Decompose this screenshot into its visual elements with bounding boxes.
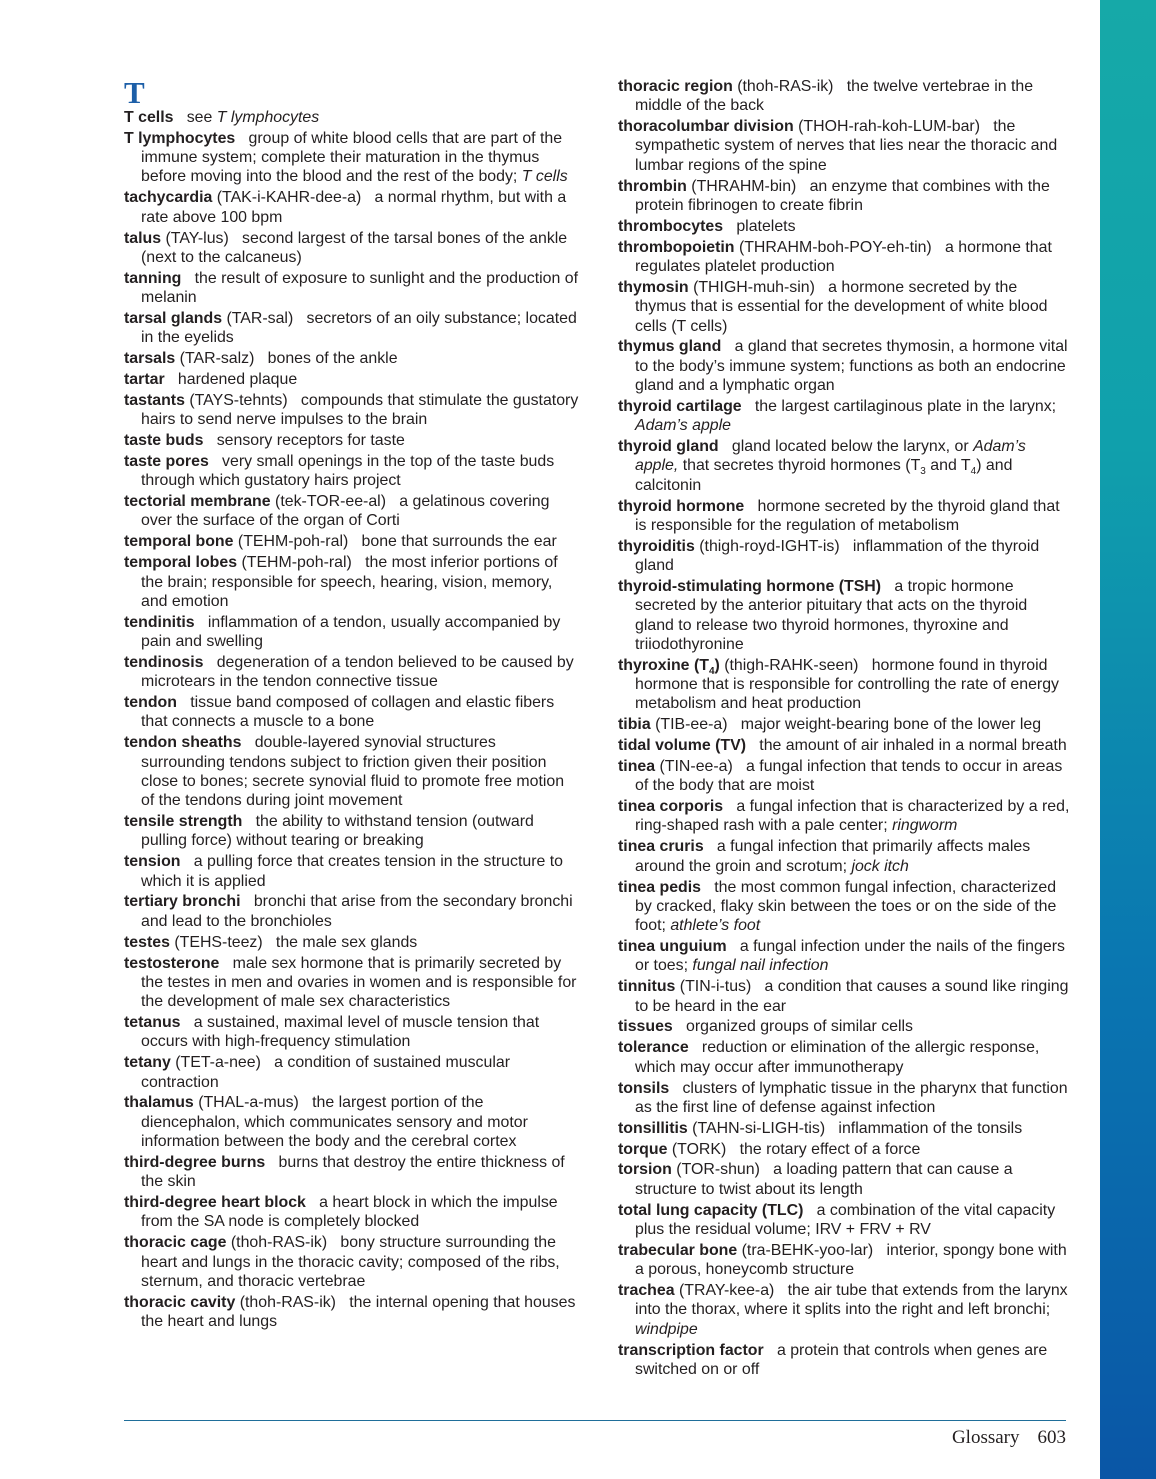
entry-term: tonsils [618,1079,670,1097]
entry-definition-text: major weight-bearing bone of the lower leg [740,716,1042,734]
glossary-entry [618,1079,1070,1118]
entry-term: thyroid gland [618,438,719,456]
entry-definition-text: an enzyme that combines with the protein fibrinogen to create fibrin [635,177,1050,214]
footer-section: Glossary [951,1427,1020,1448]
entry-term-text: thyroxine (T [618,656,709,674]
entry-term: thymus gland [618,338,722,356]
entry-definition-text: the male sex glands [275,933,418,951]
glossary-entry [618,537,1070,576]
glossary-entry [618,1341,1070,1380]
entry-definition-text: compounds that stimulate the gustatory hairs to send nerve impulses to the brain [141,391,579,429]
entry-term: tectorial membrane [124,493,271,511]
glossary-entry [124,391,579,430]
entry-definition-text: inflammation of the thyroid gland [635,537,1040,575]
entry-term: thyroid hormone [618,497,745,515]
glossary-entry [124,370,579,389]
color-sidebar [1100,0,1156,1479]
entry-term [618,656,724,677]
entry-definition-text: a hormone that regulates platelet production [635,238,1052,276]
entry-definition-text: the result of exposure to sunlight and the production of melanin [141,269,579,307]
glossary-entry [124,129,579,187]
entry-pronunciation: (THRAHM-boh-POY-eh-tin) [738,238,932,256]
entry-term: thoracic region [618,78,733,95]
glossary-entry [618,497,1070,536]
entry-pronunciation: (thoh-RAS-ik) [230,1234,328,1252]
entry-definition-text: a condition of sustained muscular contraction [141,1054,510,1091]
entry-definition-text: reduction or elimination of the allergic response, which may occur after immunotherapy [635,1039,1040,1076]
glossary-entry [618,437,1070,495]
entry-definition-text: a heart block in which the impulse from the SA node is completely blocked [141,1194,558,1231]
glossary-entry [618,715,1070,734]
glossary-entry [124,229,579,268]
entry-pronunciation: (TIB-ee-a) [655,716,728,734]
entry-pronunciation: (TEHM-poh-ral) [241,554,352,572]
section-letter: T [124,75,145,110]
glossary-entry [124,954,579,1012]
entry-pronunciation: (THRAHM-bin) [691,177,797,195]
entry-definition [635,1080,1068,1116]
entry-term: third-degree heart block [124,1194,306,1212]
glossary-entry [618,1140,1070,1159]
entry-definition-text: hormone secreted by the thyroid gland that is responsible for the regulation of metabolism [635,497,1060,534]
entry-definition-text: a pulling force that creates tension in the structure to which it is applied [141,853,563,890]
entry-definition-text: a fungal infection that is characterized by a red, ring-shaped rash with a pale center; [635,798,1070,835]
entry-definition [268,350,398,367]
glossary-entry [124,349,579,368]
page-footer [952,1427,1066,1449]
entry-definition-text: the twelve vertebrae in the middle of the back [635,78,1034,115]
entry-subscript: 3 [920,466,926,478]
glossary-entry [618,278,1070,336]
entry-term: tetanus [124,1014,181,1032]
entry-term: tarsal glands [124,309,223,327]
entry-definition-text: group of white blood cells that are part of the immune system; complete their maturation in the thymus before moving into the blood and the rest of the body; [141,129,563,186]
entry-definition-text: the largest portion of the diencephalon, which communicates sensory and motor information between the body and the cerebral cortex [141,1094,528,1150]
entry-definition [141,270,578,306]
entry-pronunciation: (THOH-rah-koh-LUM-bar) [798,118,981,136]
entry-term: thoracic cavity [124,1293,236,1311]
entry-definition-text: a gland that secretes thymosin, a hormone vital to the body’s immune system; functions as both an endocrine gland and a lymphatic organ [635,338,1068,395]
page-number: 603 [1037,1427,1066,1448]
glossary-column-left [124,75,579,1333]
glossary-entry [124,812,579,851]
entry-definition-text: gland located below the larynx, or [731,438,969,456]
entry-term: thyroid cartilage [618,397,742,415]
entry-definition [740,1141,921,1158]
glossary-entry [124,613,579,652]
entry-pronunciation: (TRAY-kee-a) [678,1282,775,1300]
entry-pronunciation: (THAL-a-mus) [198,1094,299,1112]
entry-term: tartar [124,371,165,389]
entry-pronunciation: (TEHM-poh-ral) [237,533,349,551]
entry-term: tinnitus [618,978,676,996]
entry-pronunciation: (TAHN-si-LIGH-tis) [692,1119,826,1137]
entry-term: tinea unguium [618,938,727,956]
entry-synonym: fungal nail infection [692,957,829,975]
entry-definition-text: see [186,109,213,126]
entry-term: thrombopoietin [618,238,735,256]
glossary-entry [124,1193,579,1232]
entry-term: trabecular bone [618,1241,738,1259]
entry-term: thymosin [618,278,689,296]
entry-term: temporal lobes [124,554,238,572]
glossary-entry [618,1281,1070,1339]
entry-definition-text: inflammation of the tonsils [838,1119,1023,1137]
glossary-entry [618,1241,1070,1280]
entry-definition-text: bony structure surrounding the heart and lungs in the thoracic cavity; composed of the ribs, sternum, and thoracic vertebrae [141,1234,560,1290]
entry-definition-text: the rotary effect of a force [739,1140,921,1158]
entry-definition-text: a protein that controls when genes are switched on or off [635,1341,1048,1378]
entry-synonym: T cells [521,168,568,186]
glossary-entry [618,337,1070,395]
glossary-entry [618,1038,1070,1077]
entry-definition-text: the most inferior portions of the brain; responsible for speech, hearing, vision, memory, and emotion [141,554,558,610]
entry-definition-text: a hormone secreted by the thymus that is essential for the development of white blood cells (T cells) [635,278,1048,335]
entry-synonym: windpipe [635,1320,698,1338]
entry-term: tonsillitis [618,1119,688,1137]
entry-term: trachea [618,1282,675,1300]
entry-term: temporal bone [124,533,234,551]
entry-definition-text: a condition that causes a sound like ringing to be heard in the ear [635,978,1069,1015]
entry-pronunciation: (TAR-salz) [179,350,255,368]
entry-definition-text: the ability to withstand tension (outward pulling force) without tearing or breaking [141,813,534,850]
glossary-column-right [618,77,1070,1381]
entry-definition-text: the internal opening that houses the heart and lungs [141,1293,576,1331]
entry-definition [141,1014,539,1050]
entry-pronunciation: (tra-BEHK-yoo-lar) [741,1241,874,1259]
entry-definition-text: secretors of an oily substance; located in the eyelids [141,309,577,347]
glossary-entry [618,577,1070,654]
entry-definition-text: organized groups of similar cells [686,1018,914,1036]
glossary-entry [124,452,579,491]
entry-definition [686,1018,913,1035]
entry-definition [141,694,554,730]
entry-term: tinea cruris [618,838,704,856]
entry-term: taste pores [124,452,209,470]
entry-term: taste buds [124,432,204,450]
entry-synonym: jock itch [851,857,909,875]
entry-term: tensile strength [124,813,243,831]
glossary-entry [124,553,579,611]
entry-term: tendon sheaths [124,734,242,752]
entry-definition [736,218,795,235]
entry-definition-text: a tropic hormone secreted by the anterior pituitary that acts on the thyroid gland to release two thyroid hormones, thyroxine and triiodothyronine [635,577,1028,653]
entry-definition-cont: and T [925,457,971,475]
entry-definition-text: a sustained, maximal level of muscle tension that occurs with high-frequency stimulation [141,1014,540,1051]
glossary-entry [618,1160,1070,1199]
glossary-entry [618,238,1070,277]
entry-term: tinea [618,758,656,775]
entry-definition [276,934,417,951]
entry-definition-text: a fungal infection that primarily affects males around the groin and scrotum; [635,838,1031,875]
entry-definition [178,371,297,388]
glossary-entry [618,837,1070,876]
glossary-entry [618,117,1070,175]
glossary-entry [618,1017,1070,1036]
entry-term: tension [124,853,181,871]
entry-term: total lung capacity (TLC) [618,1201,804,1219]
entry-definition-cont: that secretes thyroid hormones (T [682,457,921,475]
glossary-entry [124,733,579,810]
entry-definition-text: the amount of air inhaled in a normal breath [759,737,1067,755]
glossary-entry [124,852,579,891]
glossary-entry [618,656,1070,714]
entry-definition-text: a combination of the vital capacity plus the residual volume; IRV + FRV + RV [635,1201,1056,1238]
entry-pronunciation: (thigh-RAHK-seen) [724,656,859,674]
entry-term: tibia [618,716,651,734]
entry-definition-text: inflammation of a tendon, usually accompanied by pain and swelling [141,613,561,651]
glossary-entry [618,977,1070,1016]
entry-term: thoracic cage [124,1234,227,1252]
entry-term: thrombocytes [618,217,724,235]
entry-term: torsion [618,1161,672,1179]
entry-definition-text: degeneration of a tendon believed to be caused by microtears in the tendon connective tissue [141,653,574,691]
entry-definition [141,853,563,889]
entry-definition-text: male sex hormone that is primarily secreted by the testes in men and ovaries in women and is responsible for the development of male sex characteristics [141,954,577,1011]
entry-term: tendinitis [124,613,195,631]
entry-term: thyroid-stimulating hormone (TSH) [618,577,882,595]
entry-definition-text: the air tube that extends from the larynx into the thorax, where it splits into the right and left bronchi; [635,1282,1068,1319]
entry-definition [759,737,1066,754]
entry-definition-text: tissue band composed of collagen and elastic fibers that connects a muscle to a bone [141,694,555,731]
entry-term: tertiary bronchi [124,893,241,911]
entry-synonym: athlete’s foot [670,917,761,935]
glossary-entry [124,1153,579,1192]
entry-definition-text: bronchi that arise from the secondary bronchi and lead to the bronchioles [141,893,573,930]
glossary-entry [124,431,579,450]
entry-definition-text: second largest of the tarsal bones of the ankle (next to the calcaneus) [141,229,568,266]
entry-definition-text: hardened plaque [177,371,298,389]
entry-definition-text: a fungal infection that tends to occur in areas of the body that are moist [635,758,1063,795]
entry-synonym: T lymphocytes [216,109,320,126]
entry-term-subscript: 4 [708,665,715,677]
entry-definition [187,109,319,126]
entry-pronunciation: (TAY-lus) [165,229,229,247]
entry-definition-text: very small openings in the top of the taste buds through which gustatory hairs project [141,452,555,490]
entry-pronunciation: (thoh-RAS-ik) [737,78,834,95]
entry-pronunciation: (thigh-royd-IGHT-is) [699,537,840,555]
entry-subscript: 4 [970,466,977,478]
entry-pronunciation: (tek-TOR-ee-al) [275,493,386,511]
glossary-entry [124,693,579,732]
glossary-entry [124,1093,579,1151]
entry-synonym: Adam’s apple [635,417,731,435]
glossary-entry [618,878,1070,936]
entry-definition-text: clusters of lymphatic tissue in the pharynx that function as the first line of defense against infection [635,1079,1068,1116]
entry-pronunciation: (THIGH-muh-sin) [693,278,815,296]
entry-term: tanning [124,269,182,287]
entry-term: talus [124,229,162,247]
entry-term: third-degree burns [124,1153,266,1171]
entry-list-left [124,108,579,1331]
glossary-entry [124,309,579,348]
entry-definition-text: bones of the ankle [267,350,398,368]
entry-definition [362,533,557,550]
entry-term: testosterone [124,954,220,972]
glossary-entry [618,937,1070,976]
entry-term: tolerance [618,1039,689,1057]
glossary-entry [124,269,579,308]
entry-definition [838,1120,1022,1137]
entry-term: tidal volume (TV) [618,737,747,755]
entry-pronunciation: (TIN-i-tus) [679,978,752,996]
entry-pronunciation: (TOR-shun) [676,1161,760,1179]
entry-definition-text: bone that surrounds the ear [361,533,557,551]
entry-term: tetany [124,1054,171,1072]
glossary-entry [124,492,579,531]
glossary-entry [124,892,579,931]
glossary-entry [124,1013,579,1052]
glossary-entry [618,1119,1070,1138]
entry-term: testes [124,933,170,951]
glossary-entry [124,108,579,127]
entry-term: tendinosis [124,653,204,671]
entry-definition-text: burns that destroy the entire thickness of the skin [141,1153,565,1191]
entry-pronunciation: (TEHS-teez) [174,933,263,951]
entry-synonym: ringworm [892,817,958,835]
entry-term-end: ) [714,656,720,674]
glossary-entry [124,1233,579,1291]
entry-term: thrombin [618,177,687,195]
entry-definition-cont: ) and calcitonin [635,457,1013,494]
entry-pronunciation: (TAR-sal) [226,309,294,327]
entry-pronunciation: (TAK-i-KAHR-dee-a) [216,189,362,207]
entry-pronunciation: (thoh-RAS-ik) [239,1293,336,1311]
entry-definition-text: the largest cartilaginous plate in the larynx; [754,397,1057,415]
glossary-entry [124,933,579,952]
entry-definition [217,432,405,449]
entry-definition-text: double-layered synovial structures surrounding tendons subject to friction given their position close to bones; secrete synovial fluid to promote free motion of the tendons during joint movement [141,734,565,810]
entry-term: tendon [124,694,177,712]
glossary-entry [618,77,1070,116]
glossary-entry [618,757,1070,796]
entry-term: tissues [618,1018,673,1036]
glossary-entry [124,532,579,551]
entry-term: thalamus [124,1094,194,1112]
entry-term: tinea pedis [618,878,702,896]
glossary-entry [124,1293,579,1332]
entry-pronunciation: (TET-a-nee) [175,1054,261,1072]
entry-term: tinea corporis [618,798,724,816]
entry-term: tachycardia [124,189,213,207]
glossary-entry [618,797,1070,836]
entry-term: T cells [124,109,174,126]
entry-definition-text: a normal rhythm, but with a rate above 100 bpm [141,189,567,226]
entry-definition-text: interior, spongy bone with a porous, honeycomb structure [635,1241,1067,1279]
glossary-entry [618,217,1070,236]
glossary-entry [124,1053,579,1092]
glossary-entry [618,177,1070,216]
glossary-entry [618,397,1070,436]
entry-term: thoracolumbar division [618,118,794,136]
entry-pronunciation: (TORK) [671,1140,727,1158]
entry-definition-text: the most common fungal infection, characterized by cracked, flaky skin between the toes or on the side of the foot; [635,878,1057,935]
entry-term: T lymphocytes [124,129,236,147]
entry-definition-text: the sympathetic system of nerves that lies near the thoracic and lumbar regions of the spine [635,118,1058,174]
entry-definition-text: a fungal infection under the nails of the fingers or toes; [635,938,1065,975]
entry-term: thyroiditis [618,537,695,555]
entry-synonym: Adam’s apple, [635,438,1026,475]
entry-term: transcription factor [618,1341,764,1359]
entry-definition [741,716,1041,733]
entry-term: tastants [124,391,185,409]
glossary-entry [124,653,579,692]
footer-rule [124,1420,1066,1421]
entry-definition-text: sensory receptors for taste [216,432,405,450]
entry-term: torque [618,1140,668,1158]
entry-definition-text: a loading pattern that can cause a structure to twist about its length [635,1161,1013,1198]
entry-definition-text: platelets [736,217,796,235]
entry-list-right [618,77,1070,1379]
glossary-entry [124,188,579,227]
entry-pronunciation: (TAYS-tehnts) [189,391,288,409]
entry-term: tarsals [124,350,176,368]
glossary-entry [618,736,1070,755]
entry-definition-text: hormone found in thyroid hormone that is responsible for controlling the rate of energy metabolism and heat production [635,656,1059,713]
entry-definition-text: a gelatinous covering over the surface of the organ of Corti [141,493,550,530]
entry-pronunciation: (TIN-ee-a) [659,758,733,775]
glossary-entry [618,1201,1070,1240]
